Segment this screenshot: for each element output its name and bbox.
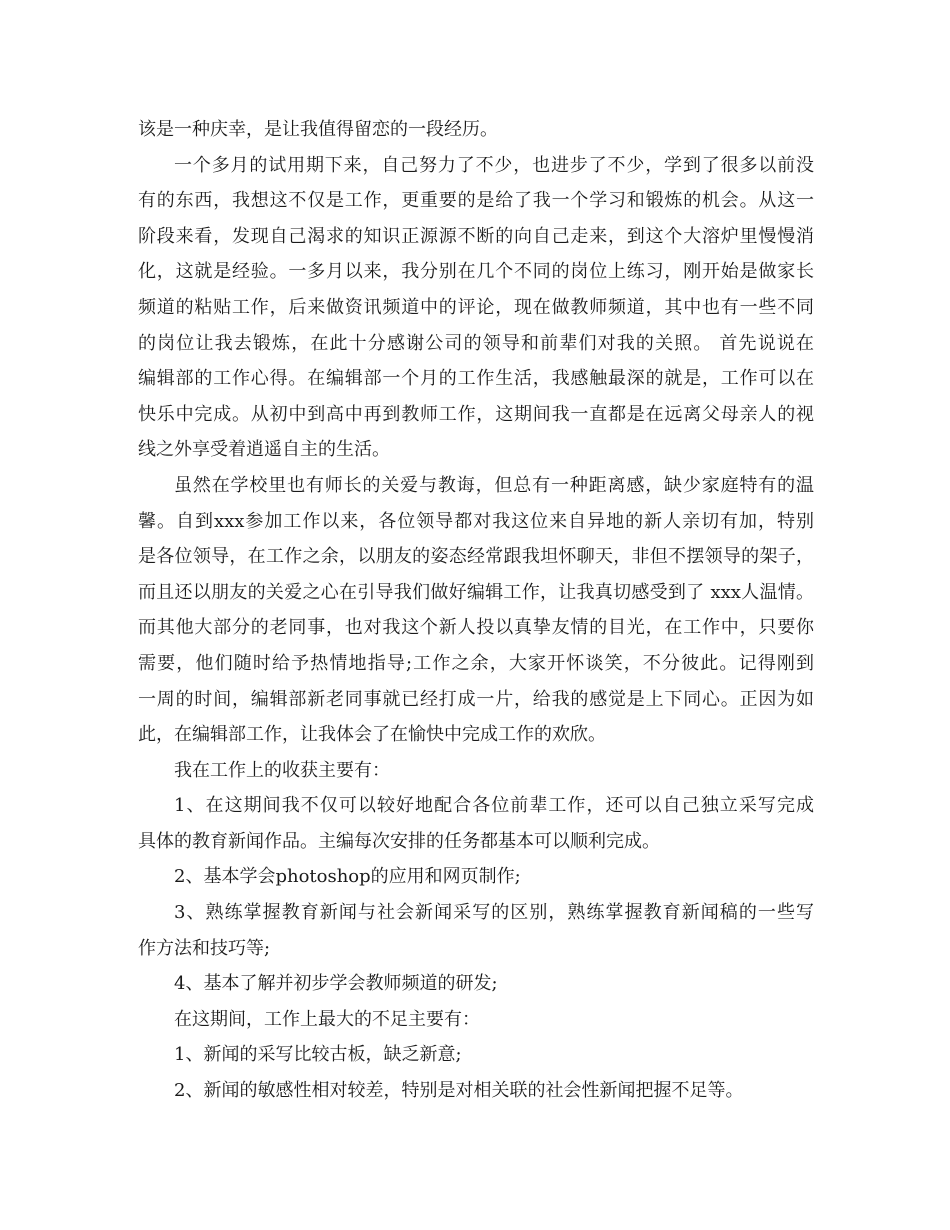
text-line: 需要，他们随时给予热情地指导;工作之余，大家开怀谈笑，不分彼此。记得刚到: [138, 652, 814, 674]
text-line: 的岗位让我去锻炼，在此十分感谢公司的领导和前辈们对我的关照。 首先说说在: [138, 332, 814, 354]
text-line: 1、在这期间我不仅可以较好地配合各位前辈工作，还可以自己独立采写完成: [174, 795, 814, 817]
text-line: 在这期间，工作上最大的不足主要有：: [174, 1008, 480, 1030]
text-line: 频道的粘贴工作，后来做资讯频道中的评论，现在做教师频道，其中也有一些不同: [138, 296, 814, 318]
text-line: 作方法和技巧等;: [138, 937, 271, 959]
text-line: 1、新闻的采写比较古板，缺乏新意;: [174, 1044, 462, 1066]
text-line: 线之外享受着逍遥自主的生活。: [138, 439, 390, 461]
text-line: 编辑部的工作心得。在编辑部一个月的工作生活，我感触最深的就是，工作可以在: [138, 368, 814, 390]
text-line: 而其他大部分的老同事，也对我这个新人投以真挚友情的目光，在工作中，只要你: [138, 617, 814, 639]
text-line: 我在工作上的收获主要有：: [174, 759, 390, 781]
text-line: 阶段来看，发现自己渴求的知识正源源不断的向自己走来，到这个大溶炉里慢慢消: [138, 225, 814, 247]
text-line: 有的东西，我想这不仅是工作，更重要的是给了我一个学习和锻炼的机会。从这一: [138, 190, 814, 212]
document-page: [138, 112, 814, 1109]
text-line: 是各位领导，在工作之余，以朋友的姿态经常跟我坦怀聊天，非但不摆领导的架子，: [138, 546, 814, 568]
text-line: 此，在编辑部工作，让我体会了在愉快中完成工作的欢欣。: [138, 724, 606, 746]
text-line: 具体的教育新闻作品。主编每次安排的任务都基本可以顺利完成。: [138, 830, 660, 852]
text-line: 2、新闻的敏感性相对较差，特别是对相关联的社会性新闻把握不足等。: [174, 1080, 744, 1102]
text-line: 虽然在学校里也有师长的关爱与教诲，但总有一种距离感，缺少家庭特有的温: [174, 474, 814, 496]
text-line: 3、熟练掌握教育新闻与社会新闻采写的区别，熟练掌握教育新闻稿的一些写: [174, 902, 814, 924]
text-line: 一个多月的试用期下来，自己努力了不少，也进步了不少，学到了很多以前没: [174, 154, 814, 176]
text-line: 该是一种庆幸，是让我值得留恋的一段经历。: [138, 119, 498, 140]
text-line: 快乐中完成。从初中到高中再到教师工作，这期间我一直都是在远离父母亲人的视: [138, 403, 814, 425]
text-line: 4、基本了解并初步学会教师频道的研发;: [174, 973, 498, 995]
text-line: 化，这就是经验。一多月以来，我分别在几个不同的岗位上练习，刚开始是做家长: [138, 261, 814, 283]
text-line: 一周的时间，编辑部新老同事就已经打成一片，给我的感觉是上下同心。正因为如: [138, 688, 814, 710]
text-line: 而且还以朋友的关爱之心在引导我们做好编辑工作，让我真切感受到了 xxx人温情。: [138, 581, 814, 603]
text-line: 馨。自到xxx参加工作以来，各位领导都对我这位来自异地的新人亲切有加，特别: [138, 510, 814, 532]
text-line: 2、基本学会photoshop的应用和网页制作;: [174, 866, 521, 888]
